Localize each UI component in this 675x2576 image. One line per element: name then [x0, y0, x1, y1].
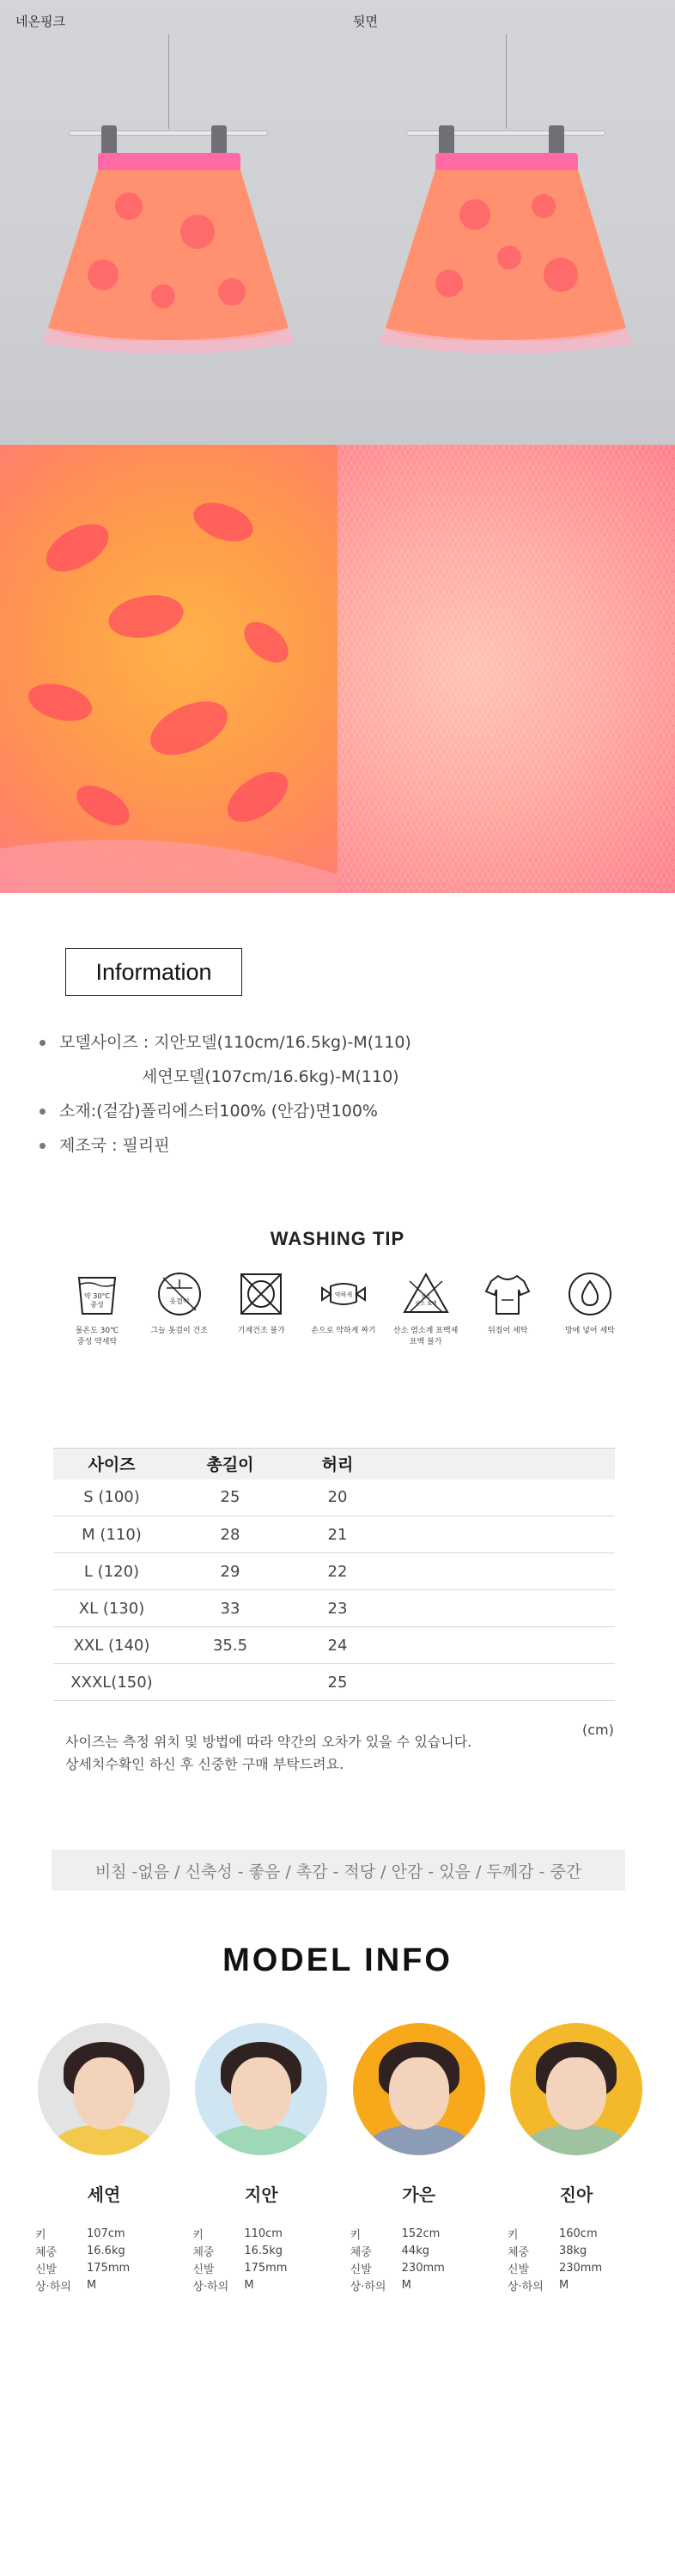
size-table: [53, 1448, 615, 1701]
product-photos-row: [0, 0, 675, 445]
svg-text:염소: 염소: [420, 1294, 431, 1300]
separate-wash-icon: [565, 1269, 615, 1319]
info-model-size: 모델사이즈 : 지안모델(110cm/16.5kg)-M(110): [40, 1025, 598, 1060]
wash-item: 옷걸이 그늘 옷걸이 건조: [143, 1269, 216, 1348]
skirt-front-image: [0, 0, 338, 445]
table-row: S (100) 25 20: [53, 1479, 615, 1516]
wring-gently-icon: [319, 1269, 368, 1319]
print-closeup-image: [0, 445, 338, 893]
size-note: 사이즈는 측정 위치 및 방법에 따라 약간의 오차가 있을 수 있습니다. 상세치수확인 하신 후 신중한 구매 부탁드려요.: [65, 1734, 472, 1772]
model-stats: 키 107cm 체중 16.6kg 신발 175mm 상·하의 M: [35, 2227, 131, 2293]
table-row: XXXL(150) 25: [53, 1664, 615, 1701]
wash-item: 망에 넣어 세탁: [553, 1269, 627, 1348]
info-origin: 제조국 : 필리핀: [40, 1128, 598, 1163]
model-avatar: [195, 2023, 327, 2155]
model-avatar: [353, 2023, 485, 2155]
front-photo: [0, 0, 338, 445]
no-tumble-dry-icon: [236, 1269, 286, 1319]
no-bleach-icon: [401, 1269, 451, 1319]
information-heading: Information: [65, 948, 242, 996]
svg-text:산소 표백: 산소 표백: [415, 1301, 437, 1307]
information-list: [40, 1025, 598, 1163]
wash-inside-out-icon: [483, 1269, 532, 1319]
model-stats: 키 110cm 체중 16.5kg 신발 175mm 상·하의 M: [192, 2227, 288, 2293]
wash-item: 약 30°C 중성 물온도 30℃ 중성 약세탁: [60, 1269, 134, 1348]
table-row: XXL (140) 35.5 24: [53, 1627, 615, 1664]
wash-item: 기계건조 불가: [224, 1269, 298, 1348]
hand-wash-30-icon: [72, 1269, 122, 1319]
model-list: [31, 2023, 649, 2293]
svg-text:약 30°C: 약 30°C: [83, 1292, 111, 1300]
table-row: L (120) 29 22: [53, 1553, 615, 1590]
size-table-header: 사이즈 총길이 허리: [53, 1449, 615, 1479]
svg-text:중성: 중성: [90, 1301, 104, 1309]
washing-tip-title: WASHING TIP: [270, 1228, 405, 1249]
wash-item: 염소 산소 표백 산소 염소계 표백제 표백 불가: [389, 1269, 463, 1348]
washing-icons: [60, 1269, 627, 1348]
model-card: [503, 2023, 649, 2293]
model-card: [31, 2023, 177, 2293]
wash-item: 뒤집어 세탁: [471, 1269, 544, 1348]
model-card: [188, 2023, 334, 2293]
back-photo: [338, 0, 675, 445]
table-row: XL (130) 33 23: [53, 1590, 615, 1627]
skirt-back-image: [338, 0, 675, 445]
table-row: M (110) 28 21: [53, 1516, 615, 1553]
unit-label: (cm): [582, 1722, 614, 1738]
model-name: 지안: [245, 2184, 278, 2205]
info-material: 소재:(겉감)폴리에스터100% (안감)면100%: [40, 1094, 598, 1128]
svg-text:옷걸이: 옷걸이: [169, 1297, 190, 1305]
model-info-title: MODEL INFO: [222, 1942, 453, 1978]
front-label: 네온핑크: [15, 14, 65, 29]
wash-item: 약하게 손으로 약하게 짜기: [307, 1269, 380, 1348]
svg-text:약하게: 약하게: [334, 1291, 353, 1298]
model-name: 가은: [402, 2184, 435, 2205]
model-name: 세연: [87, 2184, 121, 2205]
back-label: 뒷면: [353, 14, 378, 29]
info-model-size-2: 세연모델(107cm/16.6kg)-M(110): [142, 1067, 399, 1086]
model-avatar: [510, 2023, 642, 2155]
fabric-properties-bar: 비침 -없음 / 신축성 - 좋음 / 촉감 - 적당 / 안감 - 있음 / 두께감 - 중간: [52, 1850, 625, 1891]
shade-dry-icon: [155, 1269, 204, 1319]
fabric-closeup-row: [0, 445, 675, 893]
model-name: 진아: [559, 2184, 593, 2205]
tulle-closeup-image: [338, 445, 675, 893]
model-stats: 키 152cm 체중 44kg 신발 230mm 상·하의 M: [350, 2227, 445, 2293]
model-stats: 키 160cm 체중 38kg 신발 230mm 상·하의 M: [507, 2227, 603, 2293]
model-card: [346, 2023, 492, 2293]
model-avatar: [38, 2023, 170, 2155]
